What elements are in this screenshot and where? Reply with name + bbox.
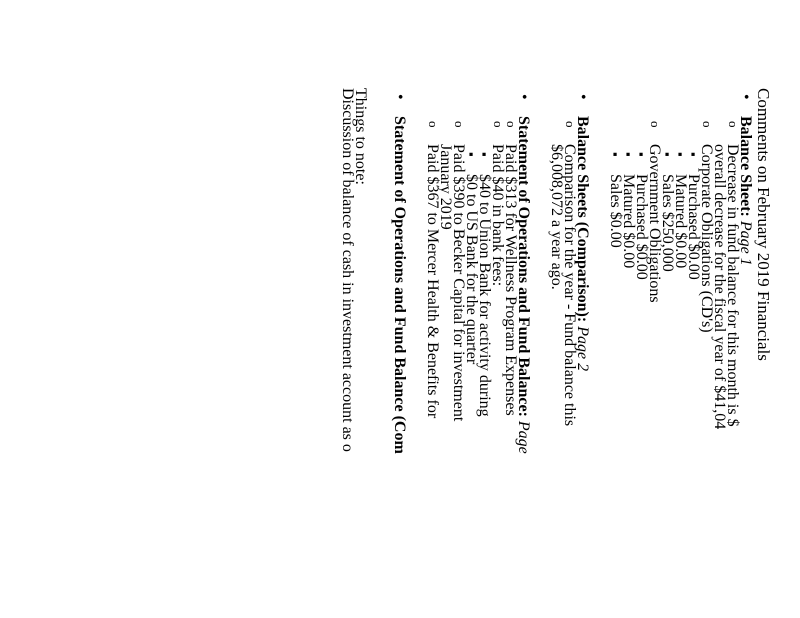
balance-comparison-page-ref: Page 2 [574, 326, 591, 372]
balance-sheet-page-ref: Page 1 [737, 220, 754, 266]
fund-balance-decrease-line1: o Decrease in fund balance for this month is $ [724, 144, 741, 427]
list-item: o Paid $367 to Mercer Health & Benefits for [426, 116, 439, 618]
section-list [393, 88, 752, 618]
government-obligations-item [609, 116, 661, 618]
fund-balance-decrease-line2: overall decrease for the fiscal year of $41,04 [711, 144, 728, 430]
things-to-note-line1: Discussion of balance of cash in investment account as o [339, 88, 356, 452]
becker-capital-line1: o Paid $390 to Becker Capital for investment [450, 144, 467, 422]
corporate-obligations-heading: o Corporate Obligations (CD's) [698, 144, 715, 333]
rotated-document [210, 88, 773, 618]
operations-comparison-heading: Statement of Operations and Fund Balance (Com [391, 116, 408, 454]
list-item [550, 116, 576, 618]
list-item: ▪ Purchased $0.00 [635, 144, 648, 618]
comparison-line2: $6,008,072 a year ago. [548, 144, 565, 290]
bank-fees-heading: o Paid $40 in bank fees: [489, 144, 506, 287]
balance-comparison-heading: Balance Sheets (Comparison): [574, 116, 591, 323]
document-title: Comments on February 2019 Financials [754, 88, 773, 361]
list-item: ▪ $0 to US Bank for the quarter [465, 144, 478, 618]
becker-capital-item [439, 116, 465, 618]
becker-capital-line2: January 2019 [437, 144, 454, 230]
list-item: ▪ Matured $0.00 [622, 144, 635, 618]
bank-fees-item [465, 116, 504, 618]
list-item: ▪ Sales $250,000 [661, 144, 674, 618]
balance-sheet-heading: Balance Sheet: [737, 116, 754, 217]
operations-section [426, 88, 530, 618]
list-item: ▪ Matured $0.00 [674, 144, 687, 618]
corporate-obligations-item [661, 116, 713, 618]
operations-page-ref: Page [515, 420, 532, 454]
corporate-obligations-list [661, 144, 700, 618]
list-item: ▪ $40 to Union Bank for activity during [478, 144, 491, 618]
operations-heading: Statement of Operations and Fund Balance: [515, 116, 532, 417]
operations-comparison-section [393, 88, 406, 618]
government-obligations-heading: o Government Obligations [646, 144, 663, 303]
list-item: ▪ Purchased $0.00 [687, 144, 700, 618]
comparison-line1: o Comparison for the year - Fund balance this [561, 144, 578, 427]
bank-fees-list [465, 144, 491, 618]
things-to-note-label: Things to note: [352, 88, 369, 185]
list-item: o Paid $313 for Wellness Program Expenses [504, 116, 517, 618]
balance-sheet-items [609, 116, 739, 618]
list-item: ▪ Sales $0.00 [609, 144, 622, 618]
balance-comparison-section [550, 88, 589, 618]
government-obligations-list [609, 144, 648, 618]
balance-comparison-items [550, 116, 576, 618]
operations-items [426, 116, 517, 618]
things-to-note [341, 88, 367, 618]
fund-balance-decrease-item [713, 116, 739, 618]
balance-sheet-section [609, 88, 752, 618]
